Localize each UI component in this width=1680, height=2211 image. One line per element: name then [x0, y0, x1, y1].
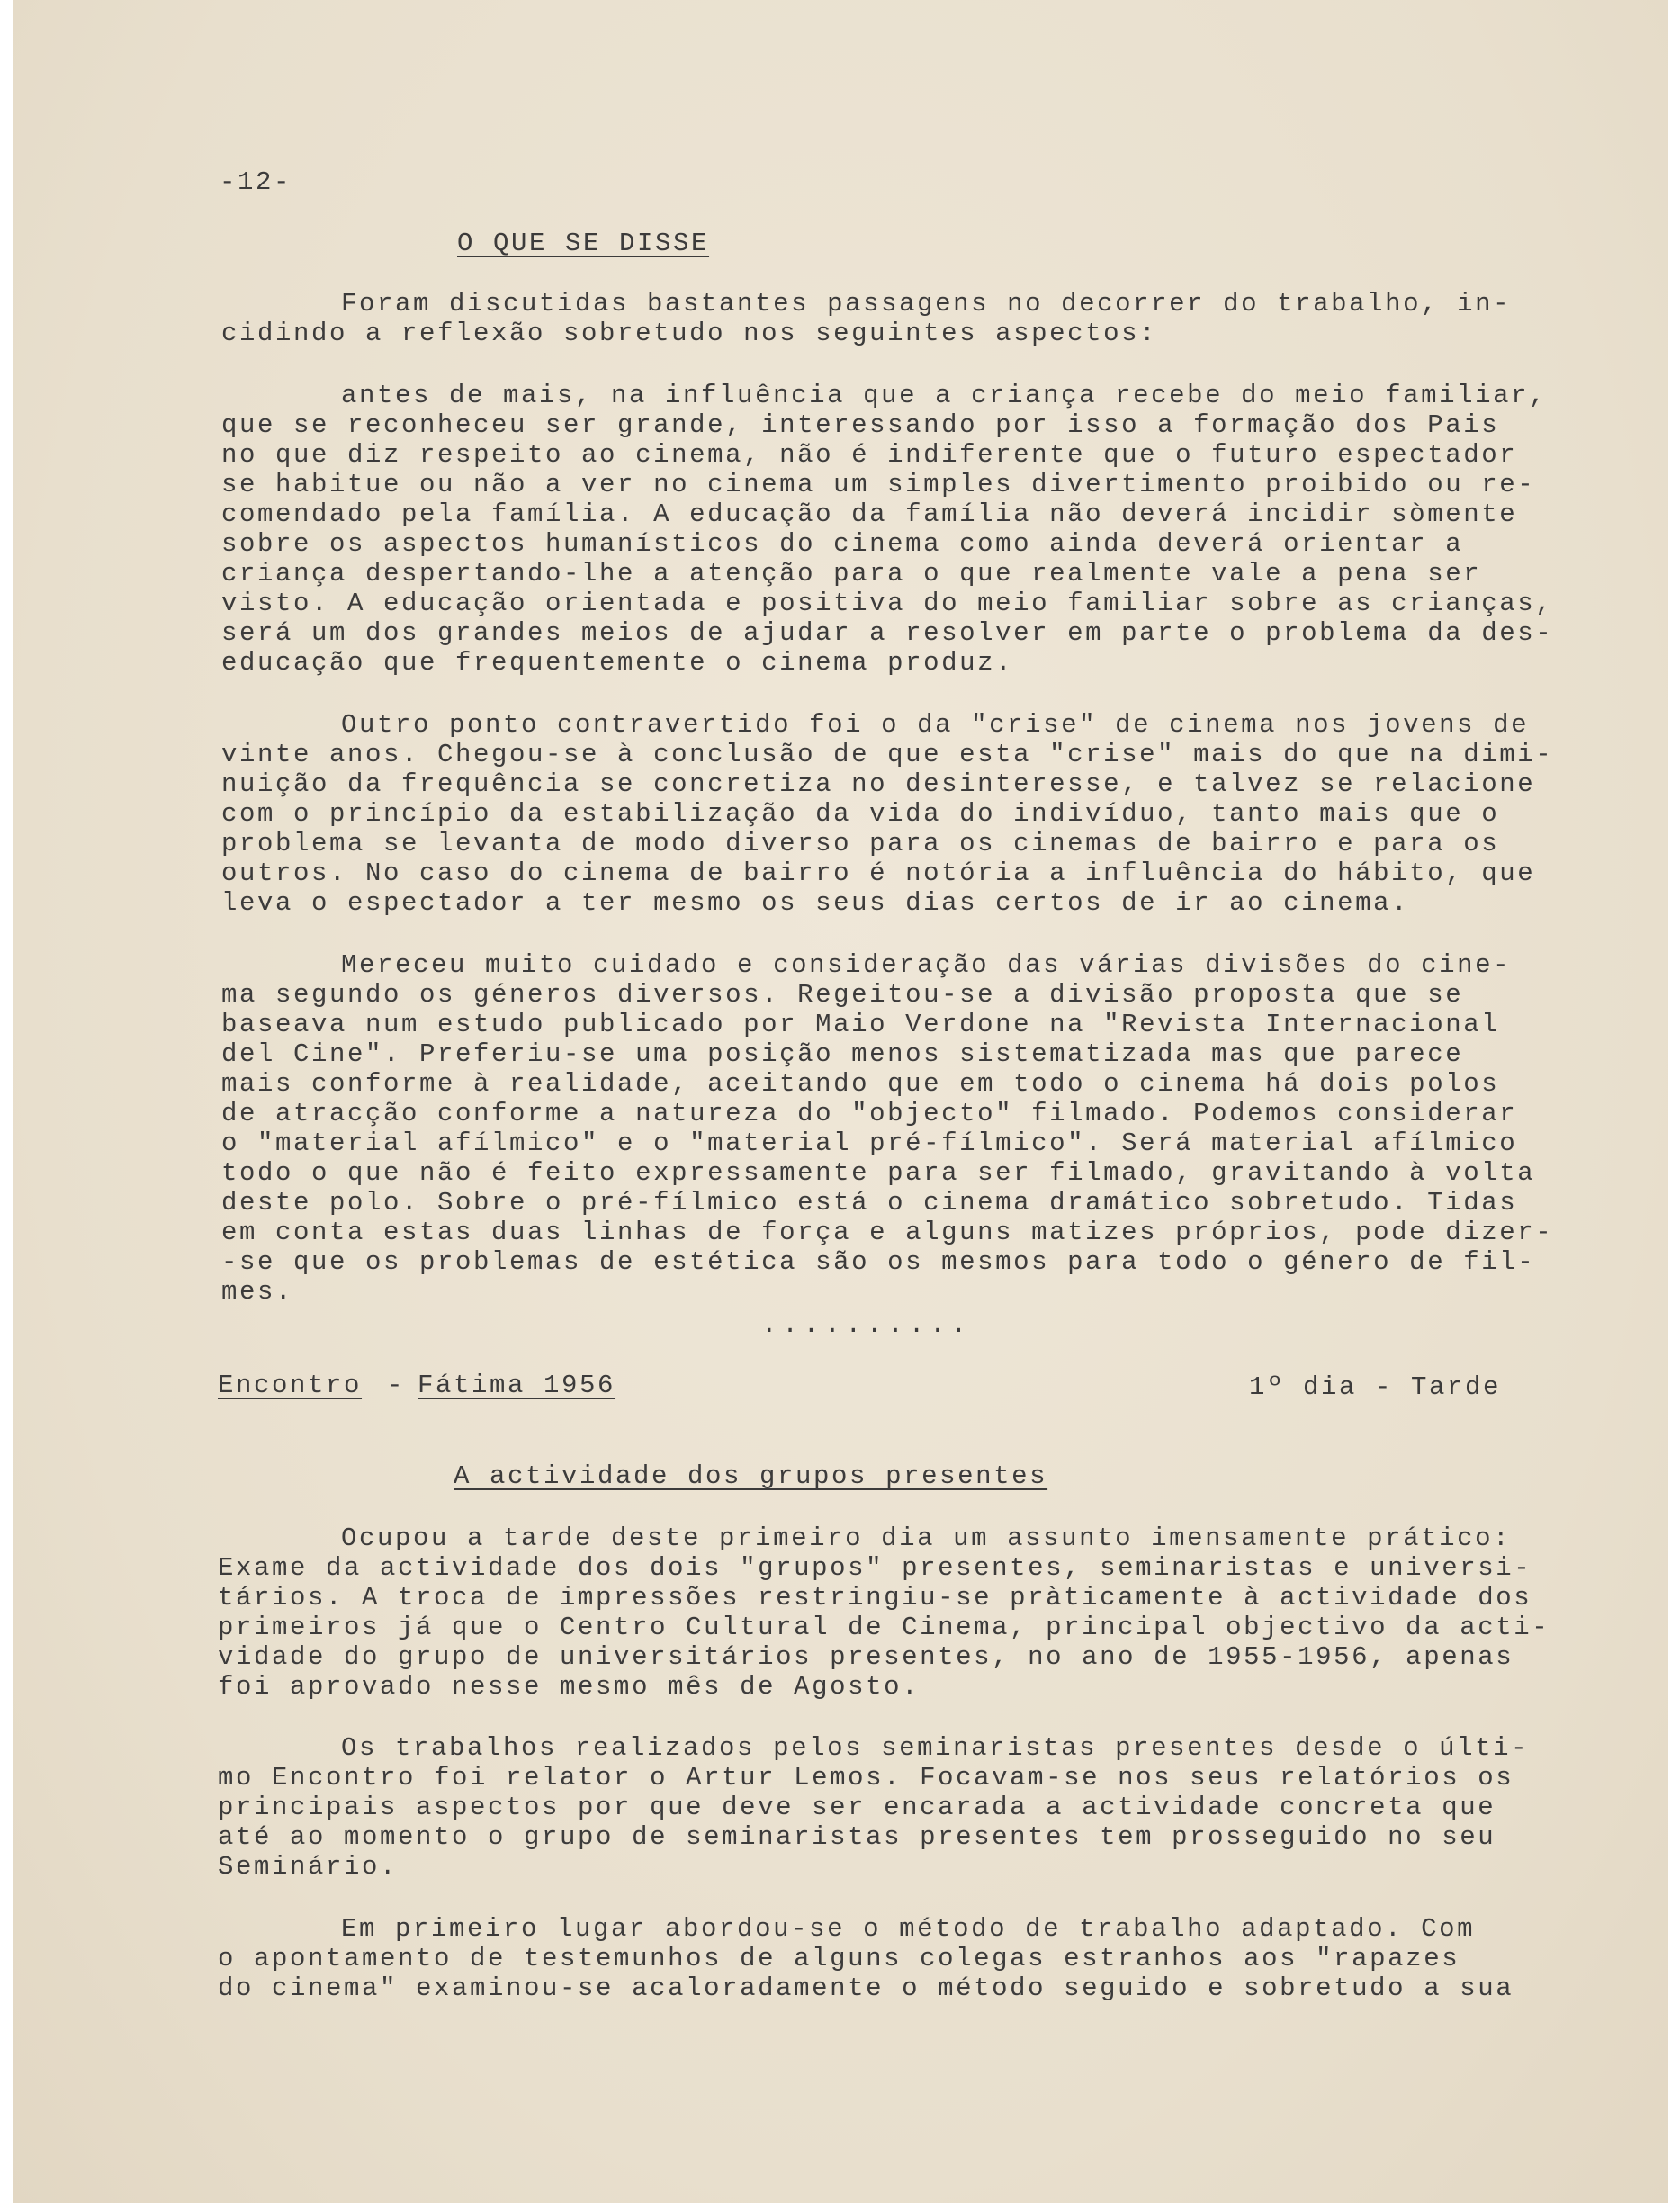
text-line: tários. A troca de impressões restringiu-se pràticamente à actividade dos	[218, 1583, 1532, 1613]
text-line: mes.	[221, 1277, 294, 1307]
text-line: educação que frequentemente o cinema produz.	[221, 648, 1014, 678]
text-line: mo Encontro foi relator o Artur Lemos. Focavam-se nos seus relatórios os	[218, 1763, 1514, 1793]
text-line: -se que os problemas de estética são os mesmos para todo o género de fil-	[221, 1247, 1536, 1277]
text-line: outros. No caso do cinema de bairro é notória a influência do hábito, que	[221, 858, 1536, 888]
text-line: sobre os aspectos humanísticos do cinema como ainda deverá orientar a	[221, 529, 1464, 559]
text-line: Ocupou a tarde deste primeiro dia um assunto imensamente prático:	[341, 1523, 1512, 1553]
text-line: Em primeiro lugar abordou-se o método de trabalho adaptado. Com	[341, 1914, 1476, 1944]
encontro-title: Encontro	[218, 1371, 363, 1400]
text-line: Exame da actividade dos dois "grupos" presentes, seminaristas e universi-	[218, 1553, 1532, 1583]
text-line: em conta estas duas linhas de força e alguns matizes próprios, pode dizer-	[221, 1218, 1554, 1247]
text-line: leva o espectador a ter mesmo os seus dias certos de ir ao cinema.	[221, 888, 1410, 918]
text-line: cidindo a reflexão sobretudo nos seguintes aspectos:	[221, 319, 1158, 348]
text-line: Foram discutidas bastantes passagens no decorrer do trabalho, in-	[341, 289, 1512, 319]
text-line: nuição da frequência se concretiza no desinteresse, e talvez se relacione	[221, 769, 1536, 799]
text-line: de atracção conforme a natureza do "objecto" filmado. Podemos considerar	[221, 1099, 1518, 1128]
text-line: com o princípio da estabilização da vida do indivíduo, tanto mais que o	[221, 799, 1500, 829]
text-line: que se reconheceu ser grande, interessando por isso a formação dos Pais	[221, 410, 1500, 440]
encontro-dash: -	[387, 1371, 406, 1400]
text-line: Mereceu muito cuidado e consideração das várias divisões do cine-	[341, 950, 1512, 980]
section-title-o-que-se-disse: O QUE SE DISSE	[457, 229, 710, 258]
text-line: do cinema" examinou-se acaloradamente o método seguido e sobretudo a sua	[218, 1973, 1514, 2003]
text-line: problema se levanta de modo diverso para os cinemas de bairro e para os	[221, 829, 1500, 858]
encontro-day: 1º dia - Tarde	[1249, 1372, 1502, 1402]
text-line: foi aprovado nesse mesmo mês de Agosto.	[218, 1672, 921, 1702]
text-line: comendado pela família. A educação da família não deverá incidir sòmente	[221, 499, 1518, 529]
text-line: visto. A educação orientada e positiva do meio familiar sobre as crianças,	[221, 589, 1554, 618]
text-line: no que diz respeito ao cinema, não é indiferente que o futuro espectador	[221, 440, 1518, 470]
text-line: baseava num estudo publicado por Maio Verdone na "Revista Internacional	[221, 1010, 1500, 1039]
text-line: Outro ponto contravertido foi o da "crise" de cinema nos jovens de	[341, 710, 1530, 740]
page-number: -12-	[220, 167, 292, 197]
separator-dots: ..........	[761, 1310, 973, 1340]
text-line: até ao momento o grupo de seminaristas presentes tem prosseguido no seu	[218, 1822, 1496, 1852]
text-line: criança despertando-lhe a atenção para o que realmente vale a pena ser	[221, 559, 1482, 589]
text-line: principais aspectos por que deve ser encarada a actividade concreta que	[218, 1793, 1496, 1822]
text-line: vinte anos. Chegou-se à conclusão de que esta "crise" mais do que na dimi-	[221, 740, 1554, 769]
text-line: ma segundo os géneros diversos. Regeitou-se a divisão proposta que se	[221, 980, 1464, 1010]
text-line: vidade do grupo de universitários presentes, no ano de 1955-1956, apenas	[218, 1642, 1514, 1672]
text-line: mais conforme à realidade, aceitando que em todo o cinema há dois polos	[221, 1069, 1500, 1099]
document-page	[13, 0, 1668, 2203]
text-line: será um dos grandes meios de ajudar a resolver em parte o problema da des-	[221, 618, 1554, 648]
encontro-place-year: Fátima 1956	[418, 1371, 616, 1400]
text-line: Seminário.	[218, 1852, 399, 1882]
section-title-actividade: A actividade dos grupos presentes	[454, 1461, 1048, 1491]
text-line: deste polo. Sobre o pré-fílmico está o cinema dramático sobretudo. Tidas	[221, 1188, 1518, 1218]
text-line: antes de mais, na influência que a criança recebe do meio familiar,	[341, 381, 1548, 410]
text-line: o apontamento de testemunhos de alguns colegas estranhos aos "rapazes	[218, 1944, 1460, 1973]
text-line: o "material afílmico" e o "material pré-fílmico". Será material afílmico	[221, 1128, 1518, 1158]
text-line: primeiros já que o Centro Cultural de Cinema, principal objectivo da acti-	[218, 1613, 1550, 1642]
text-line: todo o que não é feito expressamente para ser filmado, gravitando à volta	[221, 1158, 1536, 1188]
text-line: se habitue ou não a ver no cinema um simples divertimento proibido ou re-	[221, 470, 1536, 499]
text-line: del Cine". Preferiu-se uma posição menos sistematizada mas que parece	[221, 1039, 1464, 1069]
text-line: Os trabalhos realizados pelos seminaristas presentes desde o últi-	[341, 1733, 1530, 1763]
